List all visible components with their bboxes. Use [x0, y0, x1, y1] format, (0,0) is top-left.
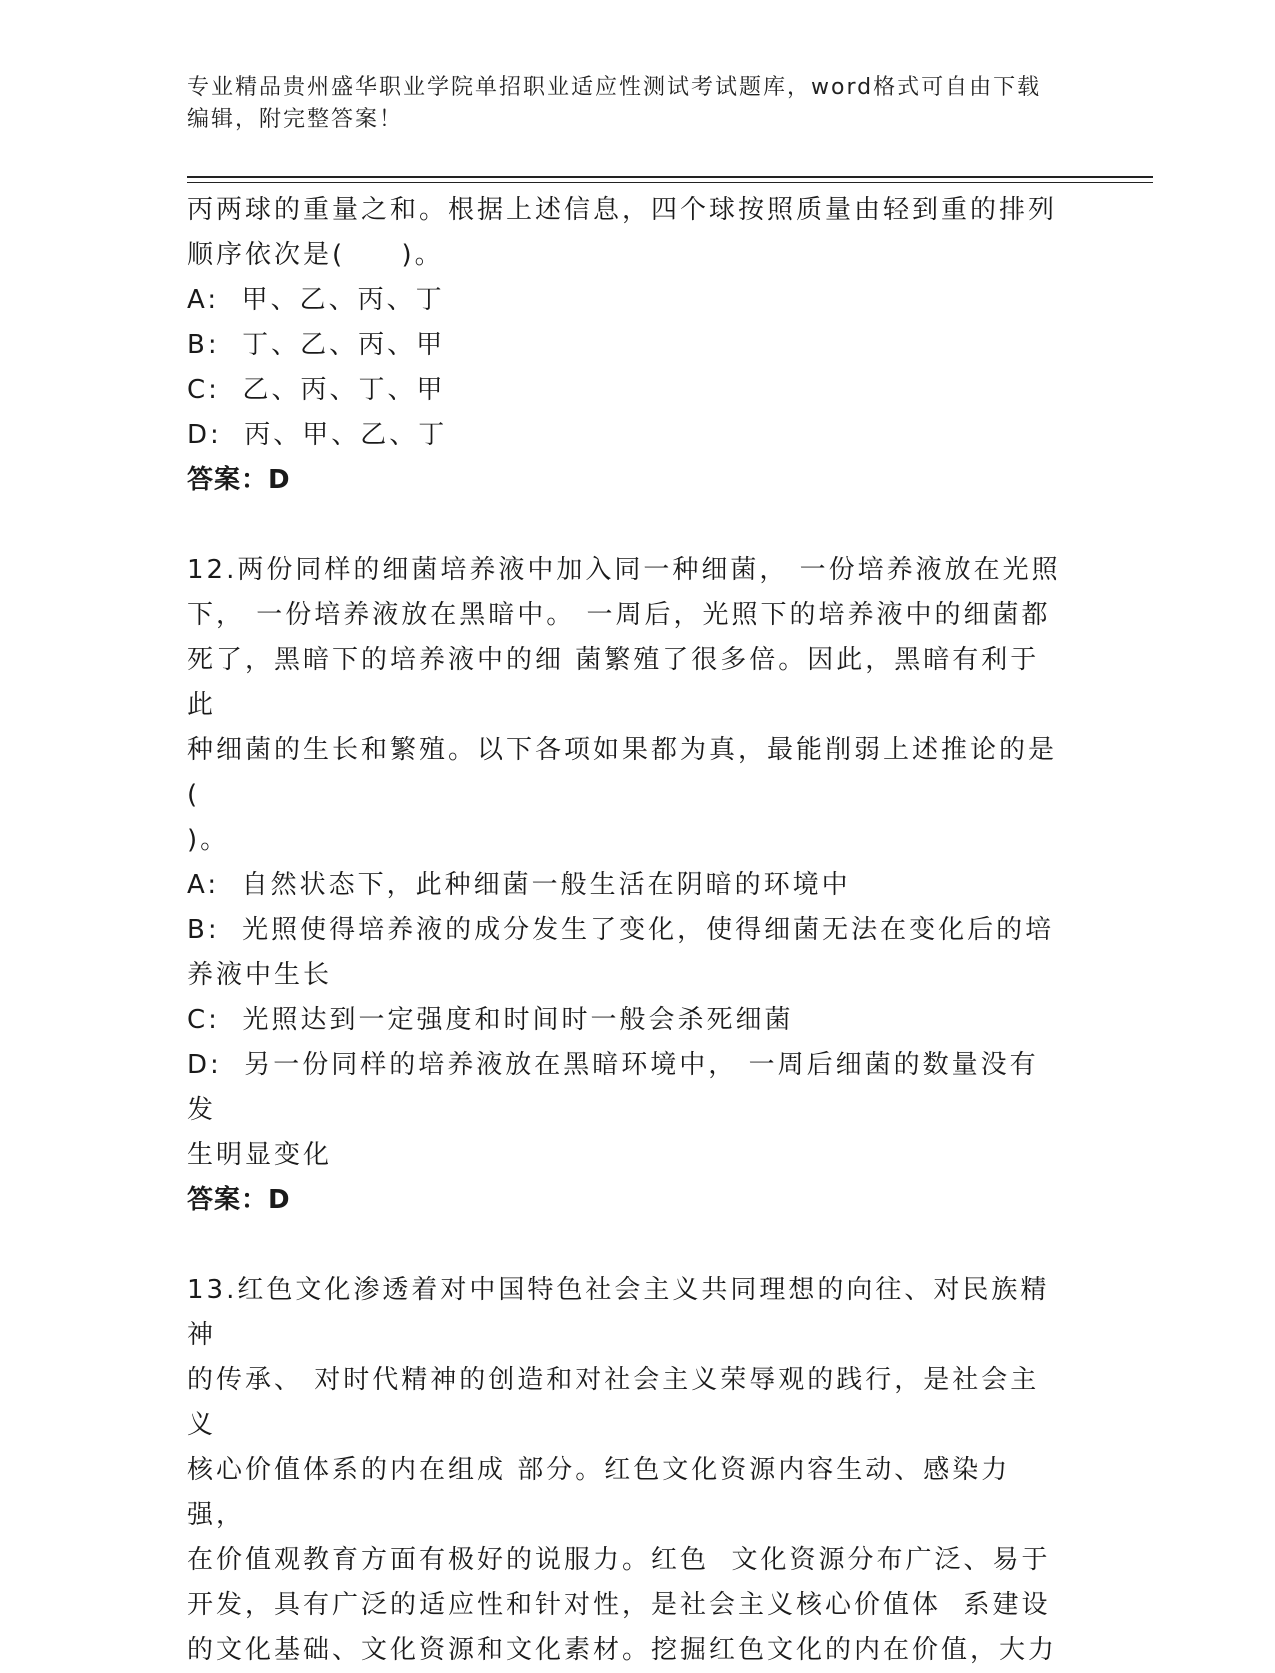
answer-label: 答案：D — [187, 465, 291, 495]
question-13 — [187, 1268, 1067, 1673]
spacer — [187, 1223, 1067, 1268]
header-title-line-2: 编辑，附完整答案！ — [187, 107, 404, 132]
question-stem-line: )。 — [187, 825, 230, 855]
option-c: C: 乙、丙、丁、甲 — [187, 375, 446, 405]
question-stem-line: 的文化基础、文化资源和文化素材。挖掘红色文化的内在价值，大力 — [187, 1635, 1058, 1665]
question-stem-line: 下， 一份培养液放在黑暗中。 一周后，光照下的培养液中的细菌都 — [187, 600, 1051, 630]
option-b: B: 光照使得培养液的成分发生了变化，使得细菌无法在变化后的培 — [187, 915, 1055, 945]
question-stem-line: 种细菌的生长和繁殖。以下各项如果都为真，最能削弱上述推论的是( — [187, 735, 1058, 810]
question-12 — [187, 548, 1067, 1223]
question-stem-line: 顺序依次是( )。 — [187, 240, 444, 270]
question-stem-line: 12.两份同样的细菌培养液中加入同一种细菌， 一份培养液放在光照 — [187, 555, 1061, 585]
question-stem-line: 核心价值体系的内在组成 部分。红色文化资源内容生动、感染力强， — [187, 1455, 1011, 1530]
option-b: B: 丁、乙、丙、甲 — [187, 330, 446, 360]
option-d: D: 另一份同样的培养液放在黑暗环境中， 一周后细菌的数量没有发 — [187, 1050, 1039, 1125]
header-divider-thin — [187, 182, 1153, 183]
page-header — [187, 72, 1067, 136]
spacer — [187, 503, 1067, 548]
option-d: D: 丙、甲、乙、丁 — [187, 420, 448, 450]
question-stem-line: 丙两球的重量之和。根据上述信息，四个球按照质量由轻到重的排列 — [187, 195, 1058, 225]
option-c: C: 光照达到一定强度和时间时一般会杀死细菌 — [187, 1005, 794, 1035]
option-b-continued: 养液中生长 — [187, 960, 333, 990]
question-stem-line: 13.红色文化渗透着对中国特色社会主义共同理想的向往、对民族精神 — [187, 1275, 1050, 1350]
header-title-line-1: 专业精品贵州盛华职业学院单招职业适应性测试考试题库，word格式可自由下载 — [187, 75, 1042, 100]
question-stem-line: 的传承、 对时代精神的创造和对社会主义荣辱观的践行，是社会主义 — [187, 1365, 1040, 1440]
question-11 — [187, 188, 1067, 503]
question-stem-line: 死了，黑暗下的培养液中的细 菌繁殖了很多倍。因此，黑暗有利于此 — [187, 645, 1040, 720]
option-a: A: 甲、乙、丙、丁 — [187, 285, 445, 315]
answer-label: 答案：D — [187, 1185, 291, 1215]
question-stem-line: 开发，具有广泛的适应性和针对性，是社会主义核心价值体 系建设 — [187, 1590, 1051, 1620]
document-body — [187, 188, 1067, 1673]
option-d-continued: 生明显变化 — [187, 1140, 333, 1170]
option-a: A: 自然状态下，此种细菌一般生活在阴暗的环境中 — [187, 870, 851, 900]
header-divider-thick — [187, 176, 1153, 178]
question-stem-line: 在价值观教育方面有极好的说服力。红色 文化资源分布广泛、易于 — [187, 1545, 1051, 1575]
